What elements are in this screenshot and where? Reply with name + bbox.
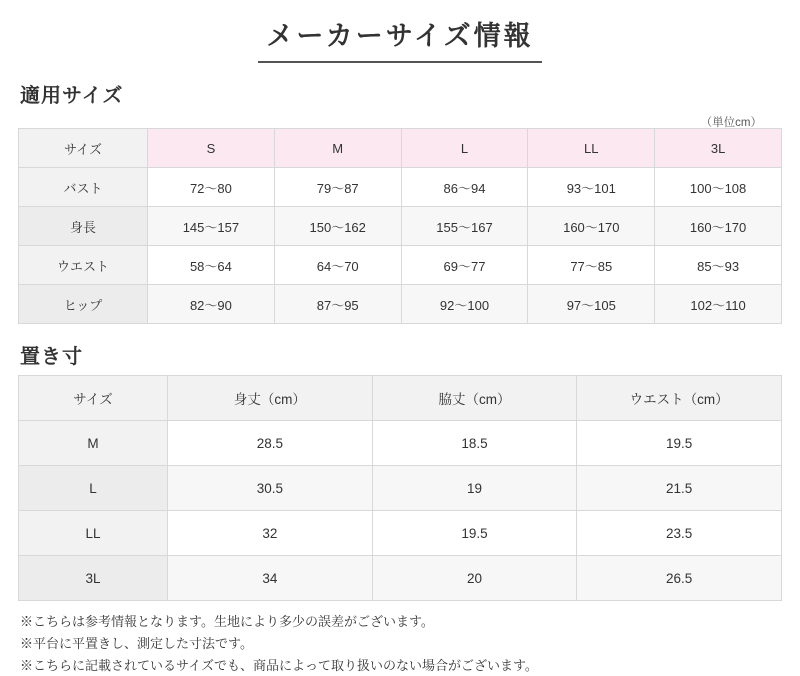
row-label: ヒップ: [19, 285, 148, 324]
table-cell: 85〜93: [655, 246, 782, 285]
table-cell: 72〜80: [148, 168, 275, 207]
table-header-cell-l: L: [401, 129, 528, 168]
table-cell: 20: [372, 556, 577, 601]
table-cell: 69〜77: [401, 246, 528, 285]
table-header-cell-size: サイズ: [19, 129, 148, 168]
table-cell: 58〜64: [148, 246, 275, 285]
table-cell: 64〜70: [274, 246, 401, 285]
table-cell: 100〜108: [655, 168, 782, 207]
table-cell: 92〜100: [401, 285, 528, 324]
notes-block: [20, 611, 782, 676]
table-header-row: [19, 129, 782, 168]
table-row: [19, 285, 782, 324]
table-cell: 82〜90: [148, 285, 275, 324]
table-cell: 145〜157: [148, 207, 275, 246]
note-line: ※平台に平置きし、測定した寸法です。: [20, 635, 253, 651]
table-header-cell-side-length: 脇丈（cm）: [372, 376, 577, 421]
row-label: 3L: [19, 556, 168, 601]
page-title-container: [18, 0, 782, 63]
table-cell: 102〜110: [655, 285, 782, 324]
table-cell: 79〜87: [274, 168, 401, 207]
table-cell: 87〜95: [274, 285, 401, 324]
table-cell: 21.5: [577, 466, 782, 511]
table-cell: 32: [168, 511, 373, 556]
table-row: [19, 246, 782, 285]
row-label: バスト: [19, 168, 148, 207]
table-header-cell-waist: ウエスト（cm）: [577, 376, 782, 421]
table-cell: 86〜94: [401, 168, 528, 207]
table-cell: 155〜167: [401, 207, 528, 246]
table-cell: 34: [168, 556, 373, 601]
table-cell: 19.5: [577, 421, 782, 466]
table-row: [19, 511, 782, 556]
table-cell: 97〜105: [528, 285, 655, 324]
page-title: メーカーサイズ情報: [258, 14, 541, 63]
unit-note: （単位cm）: [700, 117, 762, 129]
table-cell: 23.5: [577, 511, 782, 556]
table-header-cell-m: M: [274, 129, 401, 168]
row-label: ウエスト: [19, 246, 148, 285]
table-cell: 150〜162: [274, 207, 401, 246]
row-label: 身長: [19, 207, 148, 246]
row-label: M: [19, 421, 168, 466]
table-header-cell-ll: LL: [528, 129, 655, 168]
table-row: [19, 207, 782, 246]
table-header-cell-body-length: 身丈（cm）: [168, 376, 373, 421]
table-cell: 28.5: [168, 421, 373, 466]
flat-measurement-table: [18, 375, 782, 601]
table-header-cell-size: サイズ: [19, 376, 168, 421]
table-row: [19, 556, 782, 601]
row-label: LL: [19, 511, 168, 556]
table-cell: 19.5: [372, 511, 577, 556]
table-row: [19, 421, 782, 466]
table-header-row: [19, 376, 782, 421]
applicable-size-table: [18, 128, 782, 324]
table-cell: 160〜170: [655, 207, 782, 246]
section-heading-applicable-size: 適用サイズ: [20, 85, 124, 107]
table-row: [19, 168, 782, 207]
table-cell: 30.5: [168, 466, 373, 511]
table-header-cell-s: S: [148, 129, 275, 168]
table-cell: 18.5: [372, 421, 577, 466]
table-cell: 93〜101: [528, 168, 655, 207]
table-row: [19, 466, 782, 511]
table-cell: 160〜170: [528, 207, 655, 246]
section-heading-flat-measurement: 置き寸: [20, 346, 83, 368]
table-cell: 26.5: [577, 556, 782, 601]
unit-note-row: [18, 114, 782, 128]
row-label: L: [19, 466, 168, 511]
note-line: ※こちらは参考情報となります。生地により多少の誤差がございます。: [20, 614, 434, 629]
table-cell: 77〜85: [528, 246, 655, 285]
note-line: ※こちらに記載されているサイズでも、商品によって取り扱いのない場合がございます。: [20, 657, 538, 673]
table-cell: 19: [372, 466, 577, 511]
table-header-cell-3l: 3L: [655, 129, 782, 168]
